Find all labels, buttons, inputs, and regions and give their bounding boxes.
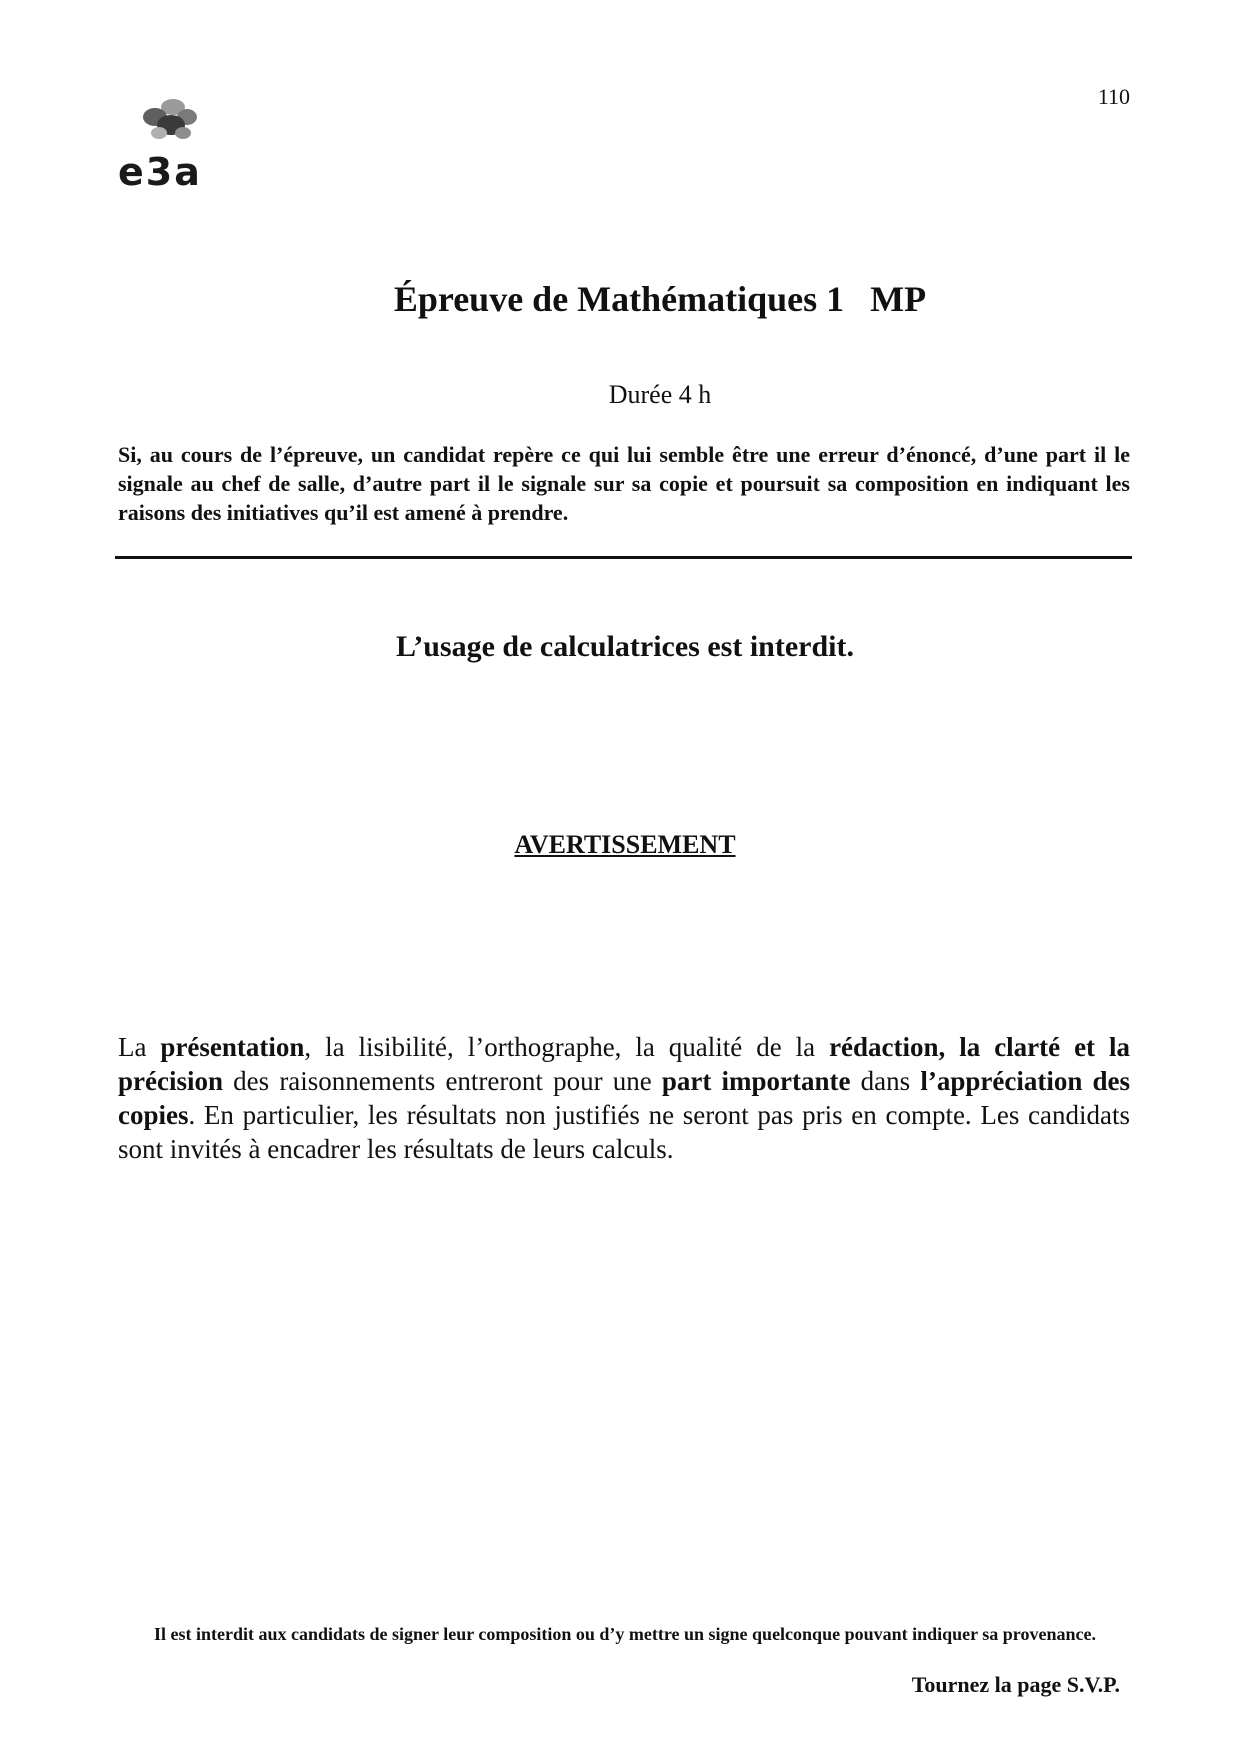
- logo-wordmark: e3a: [118, 150, 202, 194]
- exam-title-main: Épreuve de Mathématiques 1: [393, 279, 845, 319]
- warning-title: AVERTISSEMENT: [514, 830, 736, 859]
- warning-text: des raisonnements entreront pour une: [223, 1066, 662, 1096]
- error-notice: Si, au cours de l’épreuve, un candidat repère ce qui lui semble être une erreur d’énoncé, d’une part il le signale au chef de salle, d’autre part il le signale sur sa copie et poursuit sa composition en indiquant les raisons des initiatives qu’il est amené à prendre.: [118, 442, 1130, 525]
- turn-page-note: Tournez la page S.V.P.: [911, 1672, 1120, 1697]
- warning-paragraph: [118, 1030, 1130, 1166]
- warning-text: . En particulier, les résultats non justifiés ne seront pas pris en compte. Les candidats sont invités à encadrer les résultats de leurs calculs.: [118, 1100, 1130, 1164]
- exam-title: [0, 278, 1240, 320]
- warning-emphasis: part importante: [661, 1066, 851, 1096]
- warning-emphasis: rédaction, la clarté et la précision: [118, 1032, 1130, 1096]
- logo-emblem: [143, 99, 197, 139]
- calculator-ban: L’usage de calculatrices est interdit.: [396, 630, 854, 663]
- horizontal-divider: [115, 556, 1132, 559]
- exam-duration: Durée 4 h: [608, 380, 712, 409]
- page-number: 110: [1097, 84, 1130, 109]
- exam-title-track: MP: [870, 279, 927, 319]
- signature-prohibition-note: Il est interdit aux candidats de signer leur composition ou d’y mettre un signe quelconque pouvant indiquer sa provenance.: [154, 1624, 1096, 1644]
- warning-emphasis: présentation: [160, 1032, 305, 1062]
- warning-emphasis: l’appréciation des copies: [118, 1066, 1131, 1130]
- warning-text: , la lisibilité, l’orthographe, la qualité de la: [304, 1032, 830, 1062]
- warning-text: dans: [850, 1066, 921, 1096]
- warning-text: La: [118, 1032, 161, 1062]
